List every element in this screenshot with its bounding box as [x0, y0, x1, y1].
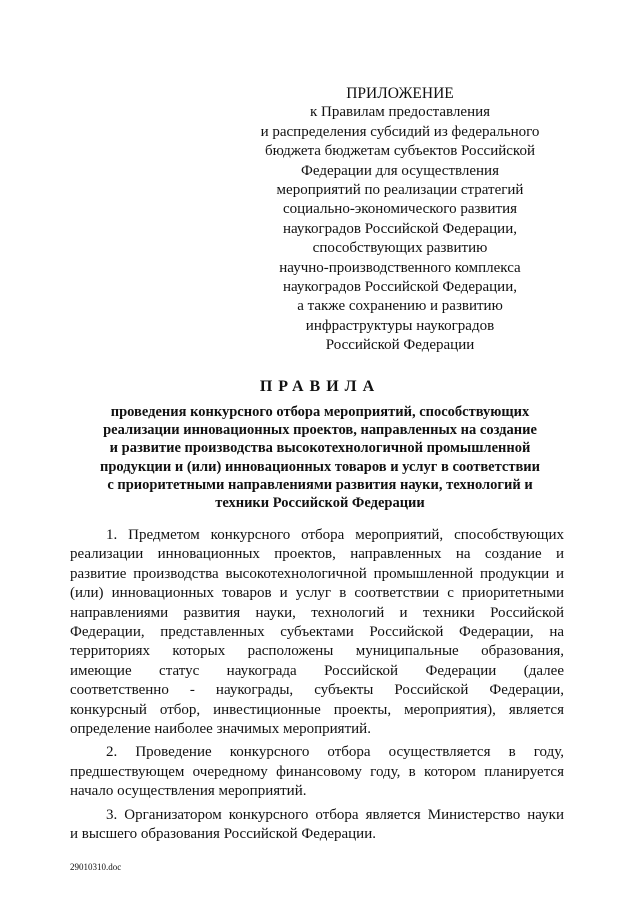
rules-subtitle-line: реализации инновационных проектов, направленных на создание	[103, 422, 537, 439]
paragraph-3	[70, 806, 564, 845]
annex-line: наукоградов Российской Федерации,	[283, 220, 517, 237]
rules-subtitle-line: продукции и (или) инновационных товаров и услуг в соответствии	[100, 458, 540, 475]
rules-subtitle-line: техники Российской Федерации	[215, 495, 425, 512]
annex-line: научно-производственного комплекса	[279, 259, 521, 276]
annex-heading: ПРИЛОЖЕНИЕ	[346, 85, 454, 102]
rules-subtitle	[60, 403, 580, 512]
paragraph-line: имеющие статус наукограда Российской Федерации (далее	[70, 662, 564, 679]
rules-subtitle-line: с приоритетными направлениями развития науки, технологий и	[107, 476, 533, 493]
annex-line: Федерации для осуществления	[301, 162, 499, 179]
rules-title: ПРАВИЛА	[259, 378, 381, 395]
annex-line: Российской Федерации	[325, 337, 475, 354]
annex-line: социально-экономического развития	[282, 201, 518, 218]
annex-line: а также сохранению и развитию	[297, 298, 503, 315]
annex-line: к Правилам предоставления	[309, 104, 491, 121]
paragraph-line: (или) инновационных товаров и услуг в соответствии с приоритетными	[70, 585, 564, 602]
annex-line: и распределения субсидий из федерального	[260, 123, 540, 140]
paragraph-line: конкурсный отбор, инвестиционные проекты, мероприятия), является	[70, 701, 564, 718]
paragraph-line: развитие производства высокотехнологичной промышленной продукции и	[70, 565, 564, 582]
paragraph-line: начало осуществления мероприятий.	[70, 783, 307, 800]
annex-line: мероприятий по реализации стратегий	[276, 182, 524, 199]
paragraph-line: территориях которых расположены муниципальные образования,	[70, 643, 564, 660]
annex-line: способствующих развитию	[312, 240, 488, 257]
paragraph-line: и высшего образования Российской Федерации.	[70, 826, 376, 843]
annex-line: бюджета бюджетам субъектов Российской	[265, 143, 535, 160]
rules-subtitle-line: и развитие производства высокотехнологичной промышленной	[109, 440, 531, 457]
annex-line: инфраструктуры наукоградов	[305, 317, 495, 334]
paragraph-line: определение наиболее значимых мероприятий.	[70, 721, 371, 738]
paragraph-1	[70, 526, 564, 739]
paragraph-line: 2. Проведение конкурсного отбора осуществляется в году,	[106, 744, 564, 761]
rules-body	[70, 526, 564, 849]
paragraph-2	[70, 743, 564, 801]
annex-block	[240, 84, 560, 356]
paragraph-line: предшествующем очередному финансовому году, в котором планируется	[70, 763, 564, 780]
paragraph-line: соответственно - наукограды, субъекты Российской Федерации,	[70, 682, 564, 699]
paragraph-line: 3. Организатором конкурсного отбора является Министерство науки	[106, 806, 564, 823]
paragraph-line: реализации инновационных проектов, направленных на создание и	[70, 546, 564, 563]
paragraph-line: Федерации, представленных субъектами Российской Федерации, на	[70, 624, 564, 641]
annex-line: наукоградов Российской Федерации,	[283, 279, 517, 296]
document-filename: 29010310.doc	[70, 862, 122, 872]
rules-subtitle-line: проведения конкурсного отбора мероприятий, способствующих	[110, 404, 530, 420]
paragraph-line: 1. Предметом конкурсного отбора мероприятий, способствующих	[106, 527, 564, 543]
paragraph-line: направлениями развития науки, технологий и техники Российской	[70, 604, 564, 621]
